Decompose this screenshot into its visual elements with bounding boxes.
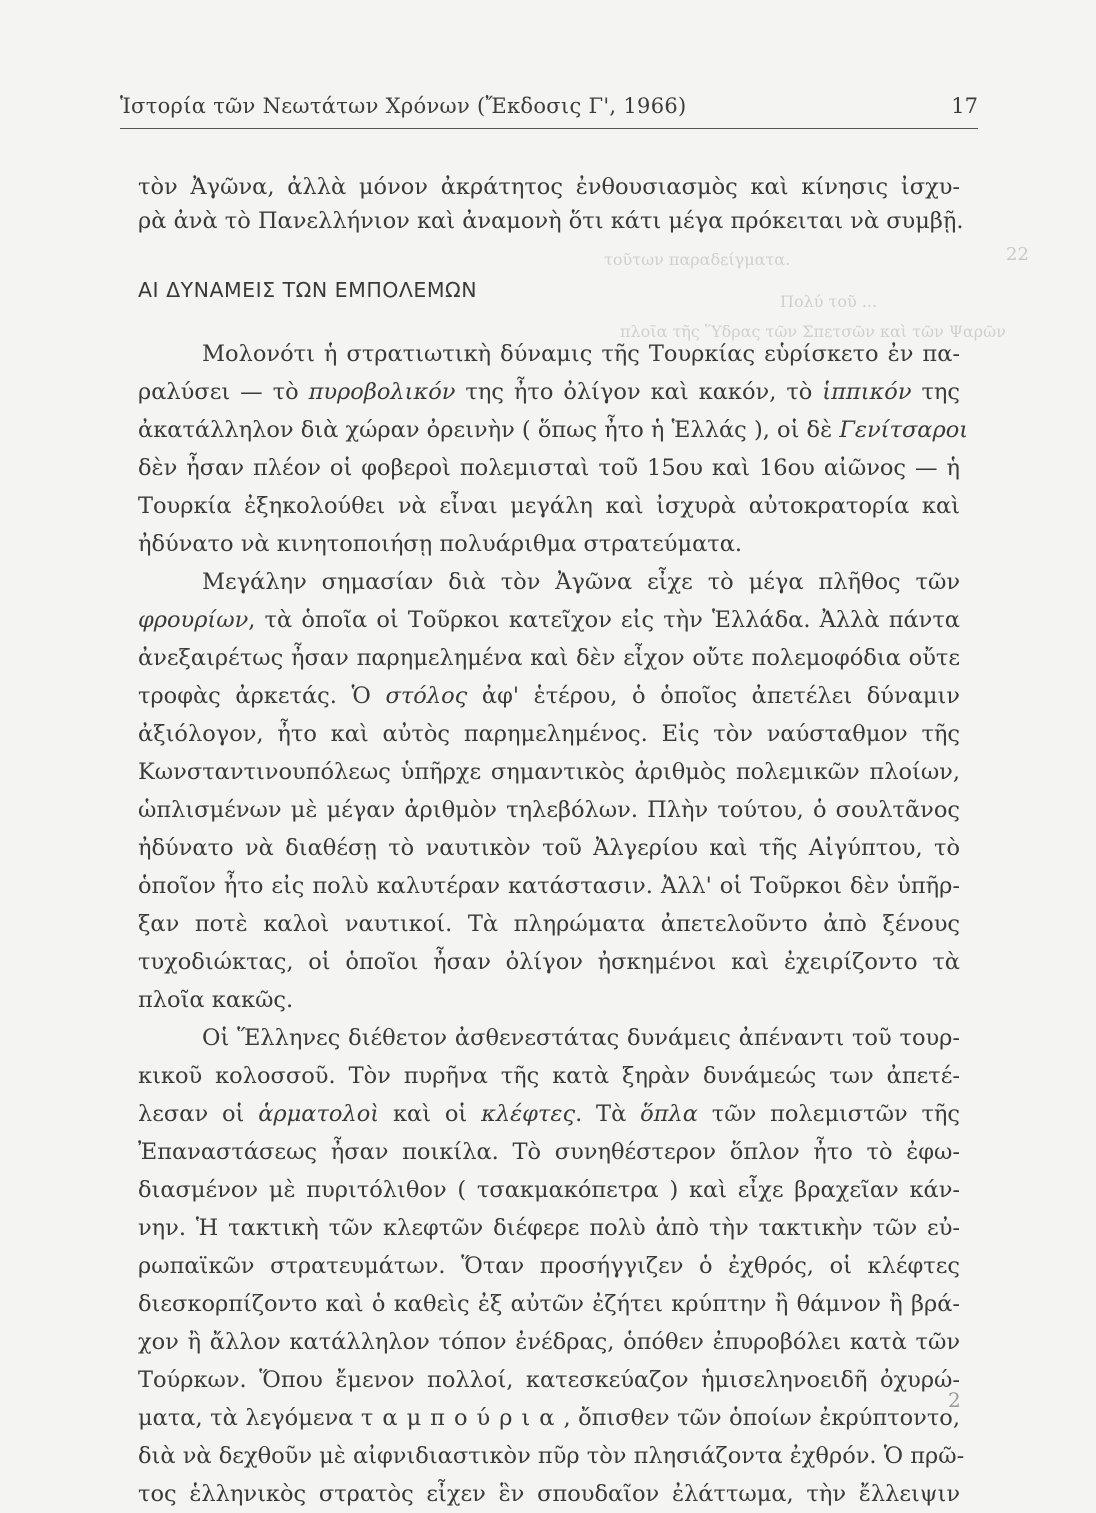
- italic-term: Γενίτσαροι: [839, 417, 969, 443]
- text-line: δὲν ἦσαν πλέον οἱ φοβεροὶ πολεμισταὶ τοῦ 15ου καὶ 16ου αἰῶνος — ἡ: [138, 455, 960, 481]
- text-line: τὸν Ἀγῶνα, ἀλλὰ μόνον ἀκράτητος ἐνθουσιασμὸς καὶ κίνησις ἰσχυ-: [138, 174, 960, 200]
- running-head: [120, 92, 978, 129]
- italic-term: ἱππικόν: [822, 379, 912, 405]
- text-line: Τουρκία ἐξηκολούθει νὰ εἶναι μεγάλη καὶ ἰσχυρὰ αὐτοκρατορία καὶ: [138, 493, 960, 519]
- text-line: Μολονότι ἡ στρατιωτικὴ δύναμις τῆς Τουρκίας εὑρίσκετο ἐν πα-: [202, 341, 960, 367]
- text-line: ὡπλισμένων μὲ μέγαν ἀριθμὸν τηλεβόλων. Πλὴν τούτου, ὁ σουλτᾶνος: [138, 797, 960, 823]
- text-line: ρὰ ἀνὰ τὸ Πανελλήνιον καὶ ἀναμονὴ ὅτι κάτι μέγα πρόκειται νὰ συμβῇ.: [138, 208, 964, 234]
- text-line: Ἐπαναστάσεως ἦσαν ποικίλα. Τὸ συνηθέστερον ὅπλον ἦτο τὸ ἐφω-: [138, 1139, 960, 1165]
- text-line: ἀξιόλογον, ἦτο καὶ αὐτὸς παρημελημένος. Εἰς τὸν ναύσταθμον τῆς: [138, 721, 960, 747]
- italic-term: κλέφτες: [481, 1101, 576, 1127]
- italic-term: ὅπλα: [640, 1101, 698, 1127]
- text-line: φρουρίων, τὰ ὁποῖα οἱ Τοῦρκοι κατεῖχον εἰς τὴν Ἑλλάδα. Ἀλλὰ πάντα: [138, 607, 960, 633]
- text-line: Τούρκων. Ὅπου ἔμενον πολλοί, κατεσκεύαζον ἡμισεληνοειδῆ ὀχυρώ-: [138, 1367, 960, 1393]
- text-line: ἠδύνατο νὰ διαθέσῃ τὸ ναυτικὸν τοῦ Ἀλγερίου καὶ τῆς Αἰγύπτου, τὸ: [138, 835, 960, 861]
- signature-mark: 2: [948, 1388, 961, 1412]
- text-line: ρωπαϊκῶν στρατευμάτων. Ὅταν προσήγγιζεν ὁ ἐχθρός, οἱ κλέφτες: [138, 1253, 960, 1279]
- italic-term: στόλος: [385, 683, 468, 709]
- text-line: ματα, τὰ λεγόμενα ταμπούρια, ὄπισθεν τῶν ὁποίων ἐκρύπτοντο,: [138, 1405, 960, 1431]
- text-line: ὁποῖον ἦτο εἰς πολὺ καλυτέραν κατάστασιν. Ἀλλ' οἱ Τοῦρκοι δὲν ὑπῆρ-: [138, 873, 960, 899]
- spaced-term: ταμπούρια: [360, 1405, 564, 1431]
- text-line: χον ἢ ἄλλον κατάλληλον τόπον ἐνέδρας, ὁπόθεν ἐπυροβόλει κατὰ τῶν: [138, 1329, 960, 1355]
- text-line: λεσαν οἱ ἁρματολοὶ καὶ οἱ κλέφτες. Τὰ ὅπλα τῶν πολεμιστῶν τῆς: [138, 1101, 960, 1127]
- bleed-through-text: Πολύ τοῦ ...: [780, 292, 878, 311]
- text-line: ἀνεξαιρέτως ἦσαν παρημελημένα καὶ δὲν εἶχον οὔτε πολεμοφόδια οὔτε: [138, 645, 960, 671]
- book-title: Ἱστορία τῶν Νεωτάτων Χρόνων (Ἔκδοσις Γ', 1966): [120, 94, 687, 118]
- text-line: ραλύσει — τὸ πυροβολικόν της ἦτο ὀλίγον καὶ κακόν, τὸ ἱππικόν της: [138, 379, 960, 405]
- italic-term: πυροβολικόν: [308, 379, 456, 405]
- text-line: Μεγάλην σημασίαν διὰ τὸν Ἀγῶνα εἶχε τὸ μέγα πλῆθος τῶν: [202, 569, 960, 595]
- text-line: τυχοδιώκτας, οἱ ὁποῖοι ἦσαν ὀλίγον ἠσκημένοι καὶ ἐχειρίζοντο τὰ: [138, 949, 960, 975]
- text-line: Κωνσταντινουπόλεως ὑπῆρχε σημαντικὸς ἀριθμὸς πολεμικῶν πλοίων,: [138, 759, 960, 785]
- italic-term: ἁρματολοὶ: [258, 1101, 380, 1127]
- bleed-through-text: πλοῖα τῆς Ὕδρας τῶν Σπετσῶν καὶ τῶν Ψαρῶν: [620, 322, 1006, 341]
- page-number: 17: [951, 94, 978, 118]
- text-line: διὰ νὰ δεχθοῦν μὲ αἰφνιδιαστικὸν πῦρ τὸν πλησιάζοντα ἐχθρόν. Ὁ πρῶ-: [138, 1443, 965, 1469]
- text-line: ἀκατάλληλον διὰ χώραν ὀρεινὴν ( ὅπως ἦτο ἡ Ἑλλάς ), οἱ δὲ Γενίτσαροι: [138, 417, 969, 443]
- text-line: διεσκορπίζοντο καὶ ὁ καθεὶς ἐξ αὐτῶν ἐζήτει κρύπτην ἢ θάμνον ἢ βρά-: [138, 1291, 960, 1317]
- italic-term: φρουρίων: [138, 607, 249, 633]
- text-line: κικοῦ κολοσσοῦ. Τὸν πυρῆνα τῆς κατὰ ξηρὰν δυνάμεώς των ἀπετέ-: [138, 1063, 960, 1089]
- bleed-through-mark: 22: [1006, 244, 1029, 265]
- text-line: διασμένον μὲ πυριτόλιθον ( τσακμακόπετρα ) καὶ εἶχε βραχεῖαν κάν-: [138, 1177, 960, 1203]
- text-line: νην. Ἡ τακτικὴ τῶν κλεφτῶν διέφερε πολὺ ἀπὸ τὴν τακτικὴν τῶν εὐ-: [138, 1215, 960, 1241]
- text-line: τος ἑλληνικὸς στρατὸς εἶχεν ἓν σπουδαῖον ἐλάττωμα, τὴν ἔλλειψιν: [138, 1481, 960, 1507]
- text-line: ἠδύνατο νὰ κινητοποιήσῃ πολυάριθμα στρατεύματα.: [138, 531, 743, 557]
- text-line: ξαν ποτὲ καλοὶ ναυτικοί. Τὰ πληρώματα ἀπετελοῦντο ἀπὸ ξένους: [138, 911, 960, 937]
- text-line: πλοῖα κακῶς.: [138, 987, 294, 1013]
- text-line: Οἱ Ἕλληνες διέθετον ἀσθενεστάτας δυνάμεις ἀπέναντι τοῦ τουρ-: [202, 1025, 960, 1051]
- text-line: τροφὰς ἀρκετάς. Ὁ στόλος ἀφ' ἑτέρου, ὁ ὁποῖος ἀπετέλει δύναμιν: [138, 683, 960, 709]
- bleed-through-text: τοῦτων παραδείγματα.: [604, 250, 791, 269]
- section-heading: ΑΙ ΔΥΝΑΜΕΙΣ ΤΩΝ ΕΜΠΟΛΕΜΩΝ: [138, 278, 478, 302]
